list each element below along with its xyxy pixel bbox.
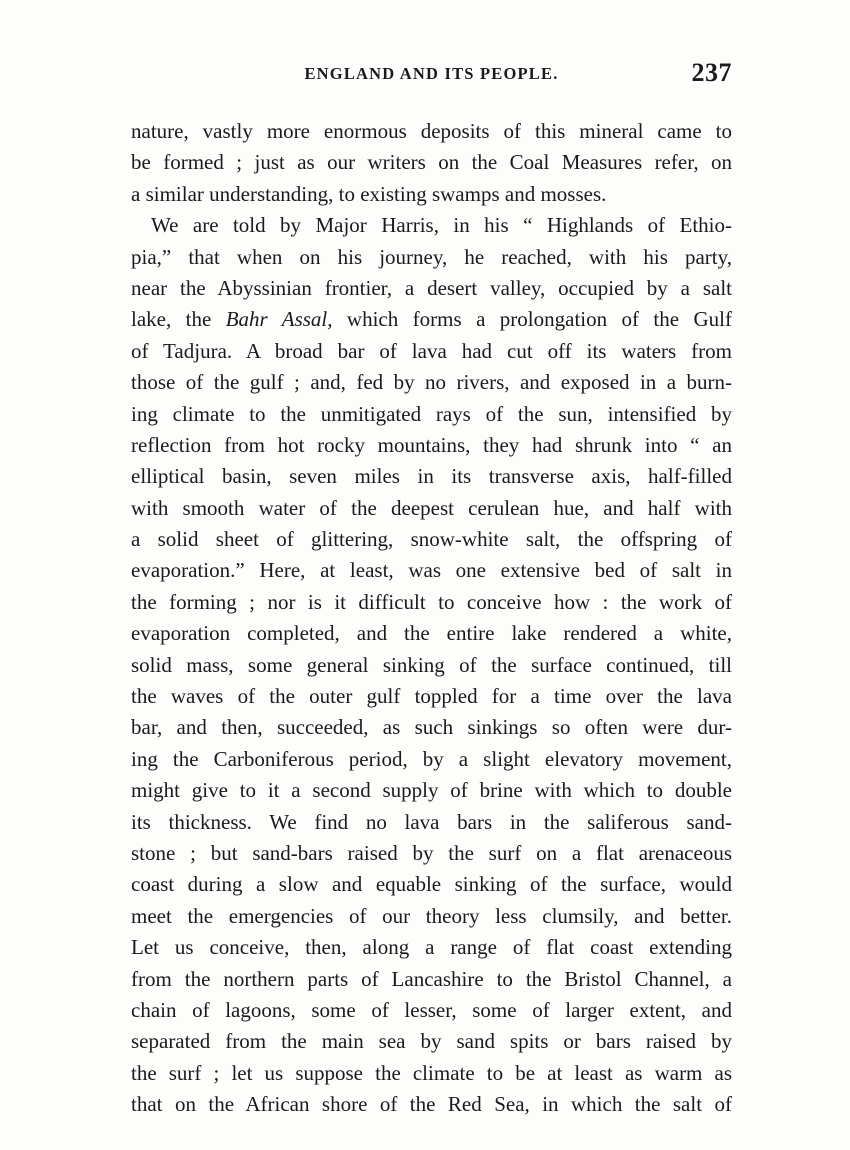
text-line: ing climate to the unmitigated rays of the sun, intensified by [131,401,732,426]
text-line: coast during a slow and equable sinking of the surface, would [131,872,732,897]
text-line: reflection from hot rocky mountains, they had shrunk into “ an [131,432,732,457]
running-head [131,58,732,90]
text-line: with smooth water of the deepest cerulean hue, and half with [131,495,732,520]
running-title: ENGLAND AND ITS PEOPLE. [304,64,559,83]
text-line: the forming ; nor is it difficult to conceive how : the work of [131,589,732,614]
text-line: elliptical basin, seven miles in its transverse axis, half-filled [131,464,732,489]
text-segment: lake, the [131,307,226,332]
text-line: a solid sheet of glittering, snow-white salt, the offspring of [131,527,732,552]
page-number: 237 [691,58,732,87]
italic-place-name: Bahr Assal, [225,307,333,332]
text-line: separated from the main sea by sand spits or bars raised by [131,1029,732,1054]
text-segment: which forms a prolongation of the Gulf [332,307,732,332]
text-line: chain of lagoons, some of lesser, some of larger extent, and [131,997,732,1022]
text-line: a similar understanding, to existing swamps and mosses. [131,181,607,206]
text-line: be formed ; just as our writers on the Coal Measures refer, on [131,150,732,175]
text-line: pia,” that when on his journey, he reached, with his party, [131,244,732,269]
text-line: Let us conceive, then, along a range of flat coast extending [131,935,732,960]
text-line: the surf ; let us suppose the climate to be at least as warm as [131,1060,732,1085]
text-line: evaporation completed, and the entire lake rendered a white, [131,621,732,646]
text-line: bar, and then, succeeded, as such sinkings so often were dur- [131,715,732,740]
text-line: those of the gulf ; and, fed by no rivers, and exposed in a burn- [131,370,732,395]
text-line: evaporation.” Here, at least, was one extensive bed of salt in [131,558,732,583]
text-line: solid mass, some general sinking of the surface continued, till [131,652,732,677]
text-line: its thickness. We find no lava bars in the saliferous sand- [131,809,732,834]
text-line [131,304,732,335]
text-line: We are told by Major Harris, in his “ Highlands of Ethio- [151,213,732,238]
paragraph [131,116,732,210]
text-line: nature, vastly more enormous deposits of this mineral came to [131,119,732,143]
text-line: ing the Carboniferous period, by a slight elevatory movement, [131,746,732,771]
text-line: of Tadjura. A broad bar of lava had cut off its waters from [131,338,732,363]
text-line: stone ; but sand-bars raised by the surf on a flat arenaceous [131,840,732,865]
body-text [131,116,732,1121]
text-line: might give to it a second supply of brine with which to double [131,778,732,803]
text-line: the waves of the outer gulf toppled for a time over the lava [131,684,732,709]
paragraph [131,210,732,1120]
text-line: from the northern parts of Lancashire to the Bristol Channel, a [131,966,732,991]
text-line: near the Abyssinian frontier, a desert valley, occupied by a salt [131,275,732,300]
text-line: meet the emergencies of our theory less clumsily, and better. [131,903,732,928]
text-line: that on the African shore of the Red Sea, in which the salt of [131,1092,732,1117]
